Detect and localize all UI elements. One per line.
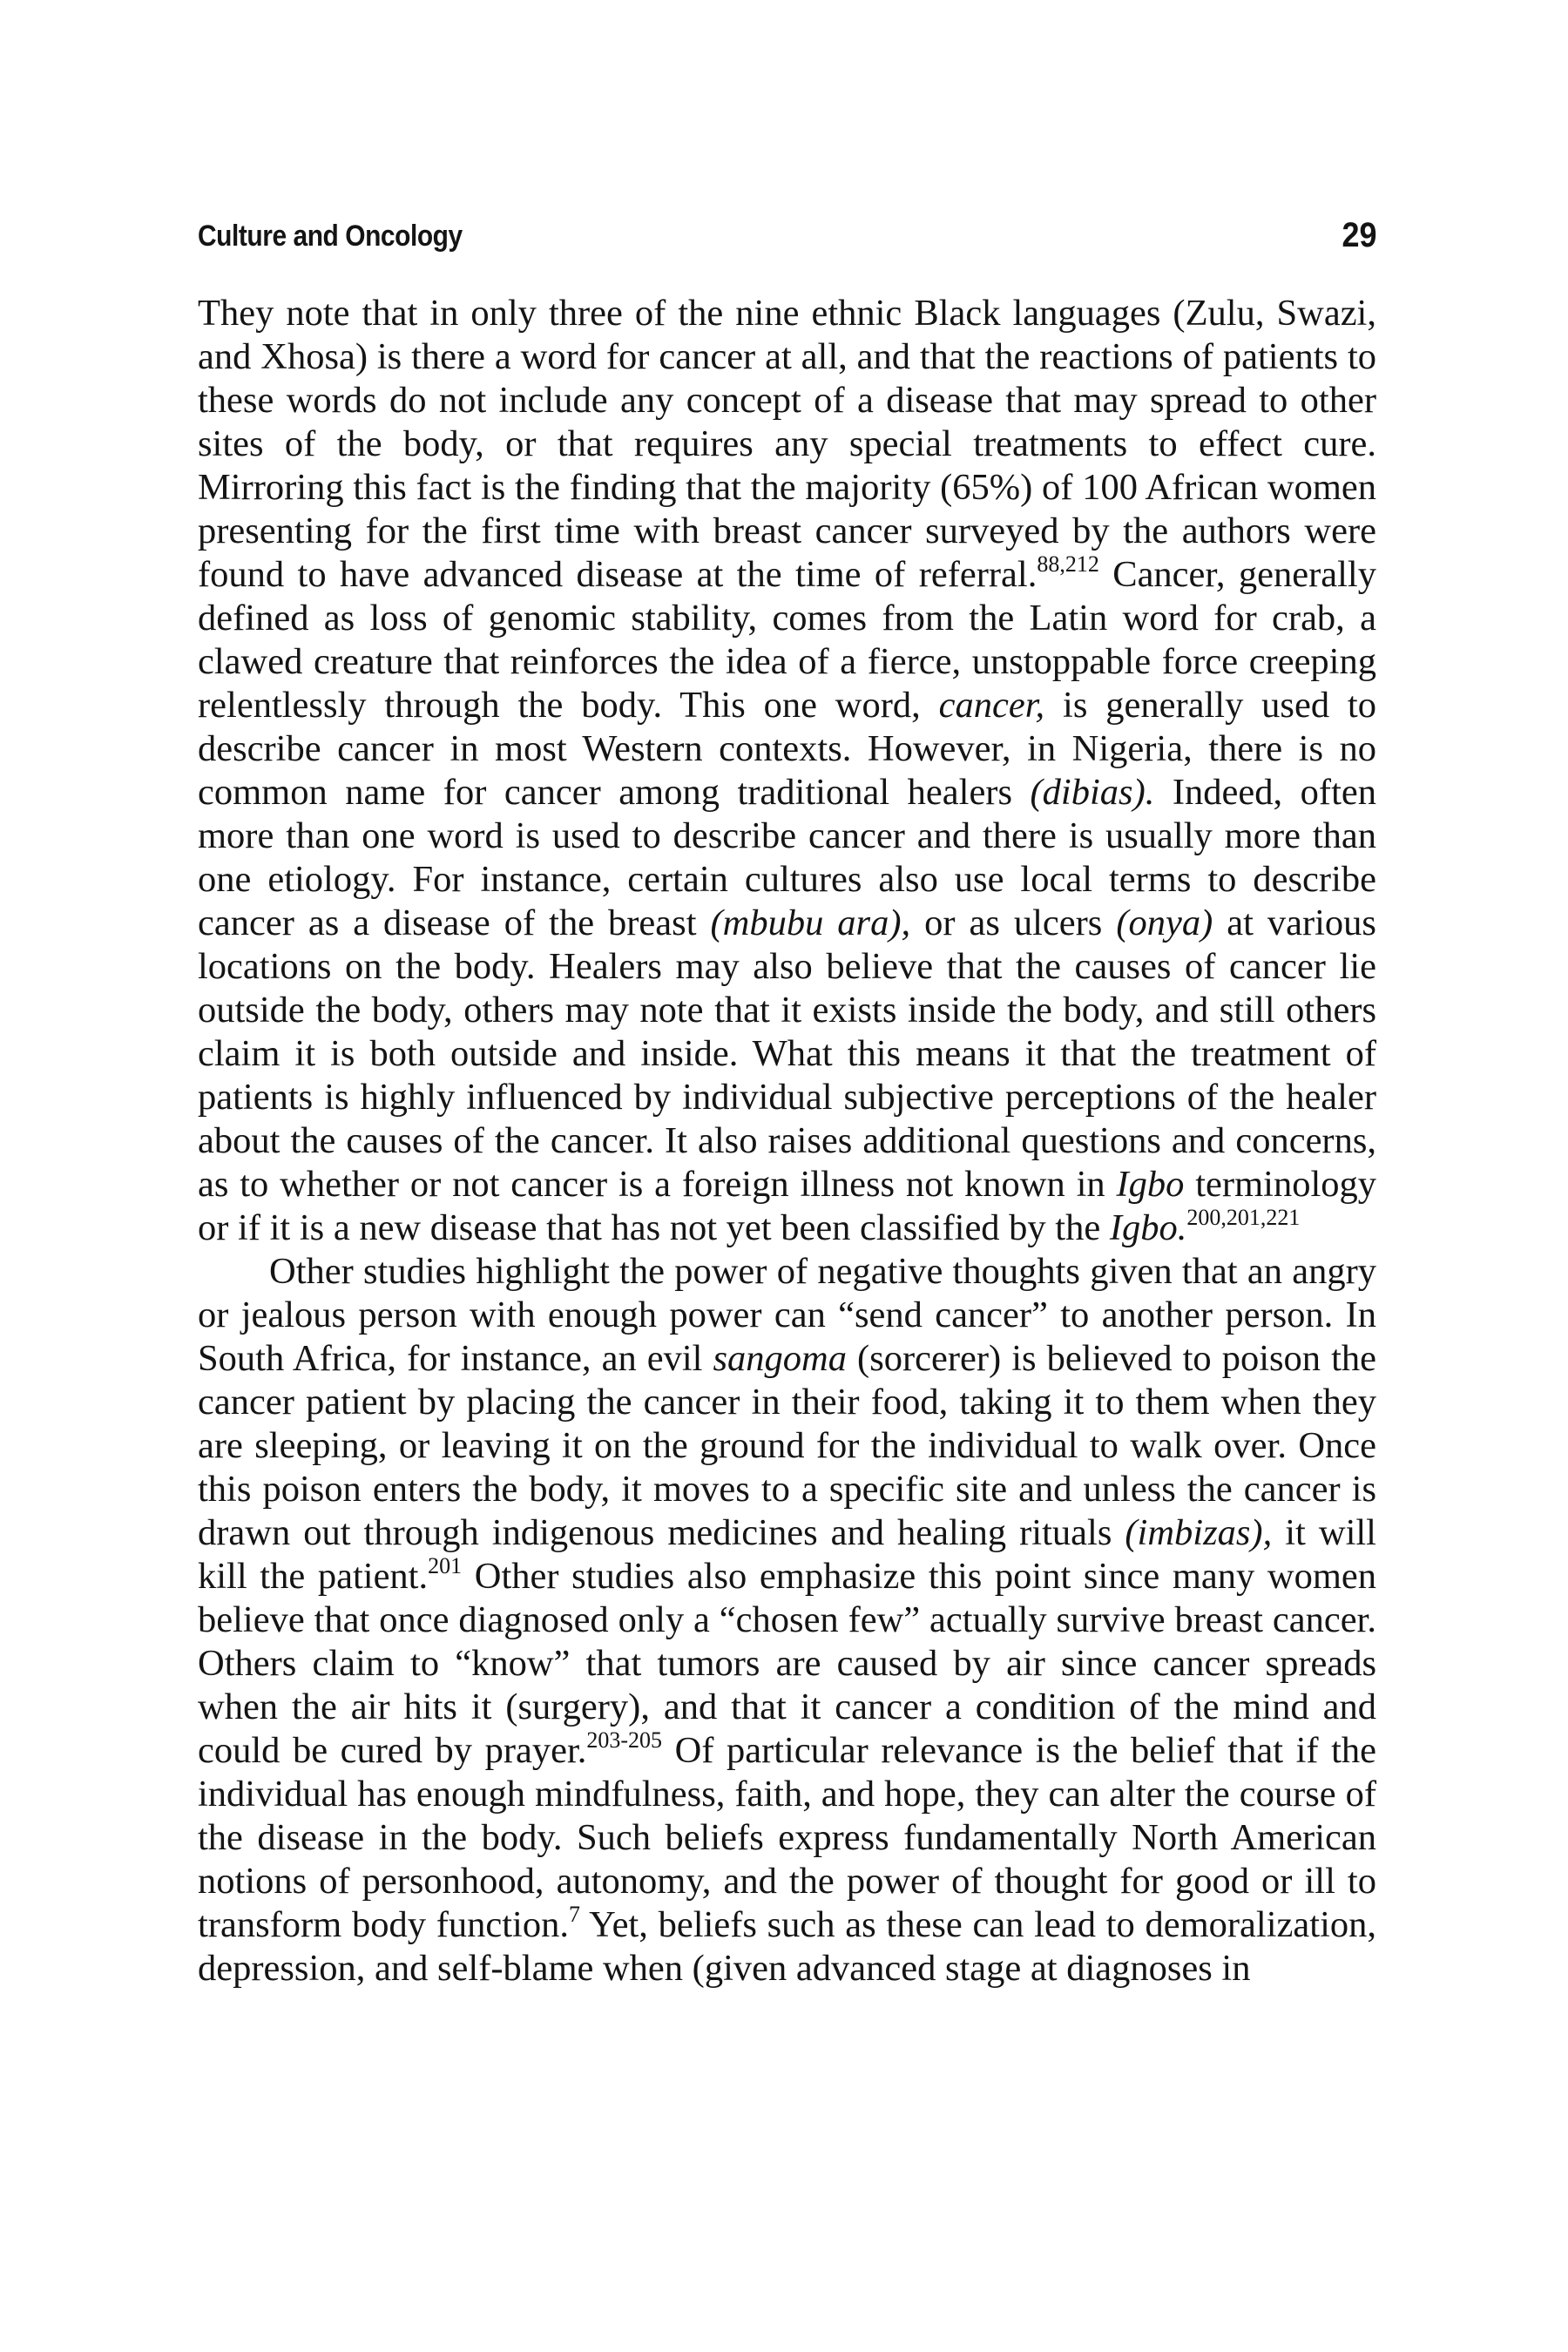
- page-number: 29: [1341, 216, 1376, 254]
- text-run: Other studies highlight the power of negative thoughts given that an angry or jealous person with enough power can “send cancer” to another person. In South Africa, for instance, an evil: [198, 1251, 1376, 1379]
- paragraph-2: [198, 1250, 1376, 1990]
- citation-ref: 203-205: [586, 1727, 663, 1753]
- text-run: Cancer, generally defined as loss of genomic stability, comes from the Latin word for crab, a clawed creature that reinforces the idea of a fierce, unstoppable force creeping relentlessly through the body. This one word,: [198, 554, 1376, 726]
- citation-ref: 88,212: [1037, 551, 1099, 577]
- text-run: They note that in only three of the nine ethnic Black languages (Zulu, Swazi, and Xhosa) is there a word for cancer at all, and that the reactions of patients to these words do not include any concept of a disease that may spread to other sites of the body, or that requires any special treatments to effect cure. Mirroring this fact is the finding that the majority (65%) of 100 African women presenting for the first time with breast cancer surveyed by the authors were found to have advanced disease at the time of referral.: [198, 293, 1376, 595]
- text-run: (sorcerer) is believed to poison the cancer patient by placing the cancer in their food, taking it to them when they are sleeping, or leaving it on the ground for the individual to walk over. Once this poison enters the body, it moves to a specific site and unless the cancer is drawn out through indigenous medicines and healing rituals: [198, 1338, 1377, 1553]
- text-run: is generally used to describe cancer in most Western contexts. However, in Nigeria, there is no common name for cancer among traditional healers: [198, 685, 1376, 813]
- italic-term: sangoma: [713, 1338, 847, 1379]
- italic-term: (mbubu ara),: [710, 902, 911, 943]
- text-run: Yet, beliefs such as these can lead to demoralization, depression, and self-blame when (given advanced stage at diagnoses in: [198, 1904, 1377, 1989]
- running-head: [198, 209, 1376, 261]
- citation-ref: 201: [428, 1553, 463, 1578]
- citation-ref: 7: [568, 1902, 580, 1927]
- body-text: [198, 292, 1376, 1990]
- journal-title: Culture and Oncology: [198, 220, 463, 253]
- text-run: it will kill the patient.: [198, 1512, 1376, 1597]
- text-run: Other studies also emphasize this point since many women believe that once diagnosed only a “chosen few” actually survive breast cancer. Others claim to “know” that tumors are caused by air since cancer spreads when the air hits it (surgery), and that it cancer a condition of the mind and could be cured by prayer.: [198, 1556, 1376, 1771]
- text-run: Indeed, often more than one word is used to describe cancer and there is usually more than one etiology. For instance, certain cultures also use local terms to describe cancer as a disease of the breast: [198, 772, 1376, 943]
- text-run: at various locations on the body. Healers may also believe that the causes of cancer lie outside the body, others may note that it exists inside the body, and still others claim it is both outside and inside. What this means it that the treatment of patients is highly influenced by individual subjective perceptions of the healer about the causes of the cancer. It also raises additional questions and concerns, as to whether or not cancer is a foreign illness not known in: [198, 902, 1376, 1205]
- paragraph-1: [198, 292, 1376, 1250]
- italic-term: cancer,: [938, 685, 1045, 726]
- italic-term: (dibias).: [1030, 772, 1155, 813]
- citation-ref: 200,201,221: [1186, 1205, 1301, 1230]
- italic-term: Igbo.: [1109, 1207, 1187, 1248]
- text-run: terminology or if it is a new disease that has not yet been classified by the: [198, 1164, 1376, 1248]
- italic-term: (onya): [1116, 902, 1213, 943]
- italic-term: (imbizas),: [1125, 1512, 1273, 1553]
- text-run: or as ulcers: [910, 902, 1117, 943]
- italic-term: Igbo: [1116, 1164, 1185, 1205]
- text-run: Of particular relevance is the belief that if the individual has enough mindfulness, faith, and hope, they can alter the course of the disease in the body. Such beliefs express fundamentally North American notions of personhood, autonomy, and the power of thought for good or ill to transform body function.: [198, 1730, 1376, 1945]
